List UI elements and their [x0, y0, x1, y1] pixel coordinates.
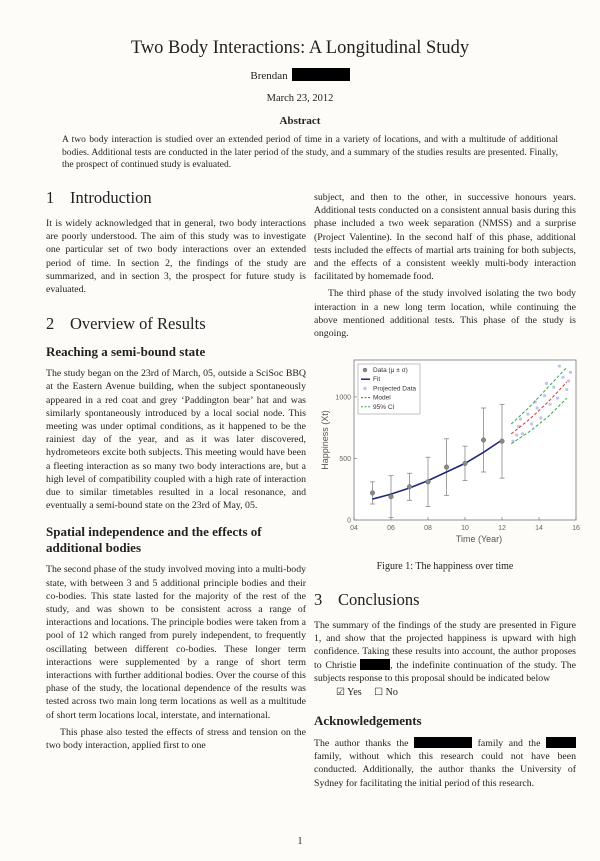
right-column-lower: [314, 590, 576, 790]
conclusions-text-cont: , the indefinite continuation of the study. The subjects response to this proposal should be indicated below: [314, 659, 577, 684]
y-axis-label: Happiness (Xt): [320, 410, 330, 470]
happiness-chart: [318, 356, 582, 548]
data-point: [426, 480, 431, 485]
subsection-semi-bound: Reaching a semi-bound state: [46, 344, 206, 360]
legend-marker-data: [363, 368, 367, 372]
redacted-family-1: [414, 737, 472, 748]
projected-point: [543, 394, 546, 397]
x-tick-label: 06: [387, 525, 395, 532]
projected-point: [556, 397, 559, 400]
page-number: 1: [297, 836, 303, 847]
x-tick-label: 14: [535, 525, 543, 532]
projected-point: [539, 416, 542, 419]
checked-box-icon: ☑: [336, 687, 345, 699]
figure-caption: Figure 1: The happiness over time: [376, 561, 514, 572]
ack-text-1: The author thanks the: [314, 738, 409, 750]
data-point: [407, 484, 412, 489]
x-tick-label: 12: [498, 525, 506, 532]
data-point: [444, 465, 449, 470]
x-tick-label: 08: [424, 525, 432, 532]
yes-label: Yes: [347, 687, 362, 699]
date: March 23, 2012: [266, 93, 334, 104]
x-tick-label: 10: [461, 525, 469, 532]
acknowledgements-heading: Acknowledgements: [314, 713, 422, 729]
legend-label: Projected Data: [373, 385, 416, 393]
section-1-heading: [46, 188, 306, 208]
response-options: [314, 687, 576, 698]
subsection-spatial: Spatial independence and the effects of additional bodies: [46, 524, 262, 556]
section-number: 1: [46, 188, 55, 207]
author-name: Brendan: [250, 70, 288, 82]
section-3-heading: [314, 590, 576, 610]
section-title: Overview of Results: [70, 314, 206, 334]
ack-text-2: family and the: [477, 738, 541, 750]
section-number: 3: [314, 590, 323, 609]
projected-point: [565, 388, 568, 391]
conclusions-paragraph: [314, 619, 576, 685]
abstract-heading: Abstract: [279, 115, 321, 127]
redacted-family-2: [546, 737, 576, 748]
y-tick-label: 0: [347, 517, 351, 525]
projected-point: [549, 403, 552, 406]
right-column: [314, 191, 576, 340]
data-point: [500, 439, 505, 444]
projected-point: [561, 376, 564, 379]
projected-point: [526, 413, 529, 416]
data-point: [370, 491, 375, 496]
no-label: No: [385, 687, 398, 699]
data-point: [481, 438, 486, 443]
projected-point: [569, 371, 572, 374]
x-axis-label: Time (Year): [455, 534, 503, 544]
legend-label: Fit: [373, 376, 381, 384]
y-tick-label: 500: [339, 455, 351, 463]
redacted-surname: [292, 68, 350, 81]
no-checkbox[interactable]: [374, 687, 398, 698]
projected-point: [567, 379, 570, 382]
x-tick-label: 04: [350, 525, 358, 532]
empty-box-icon: ☐: [374, 687, 384, 699]
redacted-name: [360, 659, 390, 670]
data-point: [463, 461, 468, 466]
section-2-heading: [46, 314, 306, 334]
semi-bound-paragraph: The study began on the 23rd of March, 05, outside a SciSoc BBQ at the Eastern Avenue building, when the subject spontaneously appeared in a red coat and grey ‘Paddington bear’ hat and was similarly spontaneously introduced by a local social node. This meeting was under optimal conditions, as it happened to be the rainiest day of the year, and as it was later discovered, hydrometeors excite both subjects. This meeting would have been a fleeting interaction as so many two body interactions are, but a high level of compatibility coupled with a high rate of interaction due to similar timetables resulted in a local resonance, and eventually a semi-bound state on the 23rd of May, 05.: [46, 368, 306, 512]
legend-label: Data (μ ± σ): [373, 367, 408, 374]
third-phase-paragraph: The third phase of the study involved isolating the two body interaction in a new long term location, while continuing the above mentioned additional tests. This phase of the study is ongoing.: [314, 288, 576, 340]
projected-point: [519, 417, 522, 420]
ack-text-3: family, without which this research could not have been conducted. Additionally, the author thanks the University of Sydney for facilitating the initial period of this research.: [314, 751, 576, 789]
projected-point: [558, 365, 561, 368]
projected-point: [530, 422, 533, 425]
left-column: [46, 188, 306, 752]
stress-paragraph-cont: subject, and then to the other, in successive honours years. Additional tests conducted on a consistent annual basis during this phase included a two week separation (NMSS) and a surprise (Project Valentine). In the second half of this phase, additional tests included the effects of martial arts training for both subjects, and the effects of a consistent weekly multi-body interaction facilitated by homemade food.: [314, 192, 576, 283]
legend-label: Model: [373, 394, 391, 402]
conclusions-text: The summary of the findings of the study are presented in Figure 1, and show that the projected happiness is upward with high confidence. Taking these results into account, the author proposes to Christie: [314, 620, 576, 671]
author: [0, 68, 600, 82]
projected-point: [545, 382, 548, 385]
x-tick-label: 16: [572, 525, 580, 532]
y-tick-label: 1000: [335, 394, 351, 402]
paper-title: Two Body Interactions: A Longitudinal Study: [130, 38, 470, 58]
projected-point: [536, 406, 539, 409]
section-number: 2: [46, 314, 55, 334]
section-title: Introduction: [70, 188, 152, 207]
spatial-paragraph: The second phase of the study involved moving into a multi-body state, with between 3 and 5 additional principle bodies and their co-bodies. This state lasted for the majority of the rest of the study, and was shown to be consistent across a range of interactions and locations. The principle bodies were taken from a pool of 12 which ranged from purely independent, to frequently oscillating between different co-bodies. These longer term interactions were supplemented by a range of short term interactions with further additional bodies. Over the course of this phase of the study, the locational dependence of the results was tested across two main long term locations as well as a multitude of short term locations local, interstate, and international.: [46, 564, 306, 721]
section-title: Conclusions: [338, 590, 420, 609]
data-point: [389, 494, 394, 499]
projected-point: [552, 385, 555, 388]
stress-paragraph: This phase also tested the effects of stress and tension on the two body interaction, applied first to one: [46, 726, 306, 752]
legend-marker-projected: [363, 387, 366, 390]
abstract-text: A two body interaction is studied over an extended period of time in a variety of locations, and with a multitude of additional bodies. Additional tests are conducted in the later period of the study, and a summary of the studies results are presented. Finally, the prospect of continued study is evaluated.: [62, 135, 558, 170]
intro-paragraph: It is widely acknowledged that in general, two body interactions are poorly understood. The aim of this study was to investigate one particular set of two body interactions over an extended period of time. In section 2, the findings of the study are summarized, and in section 3, the prospect for future study is evaluated.: [46, 218, 306, 296]
acknowledgements-paragraph: [314, 737, 576, 790]
legend-label: 95% CI: [373, 403, 395, 411]
yes-checkbox[interactable]: [336, 687, 362, 698]
projected-point: [515, 433, 518, 436]
